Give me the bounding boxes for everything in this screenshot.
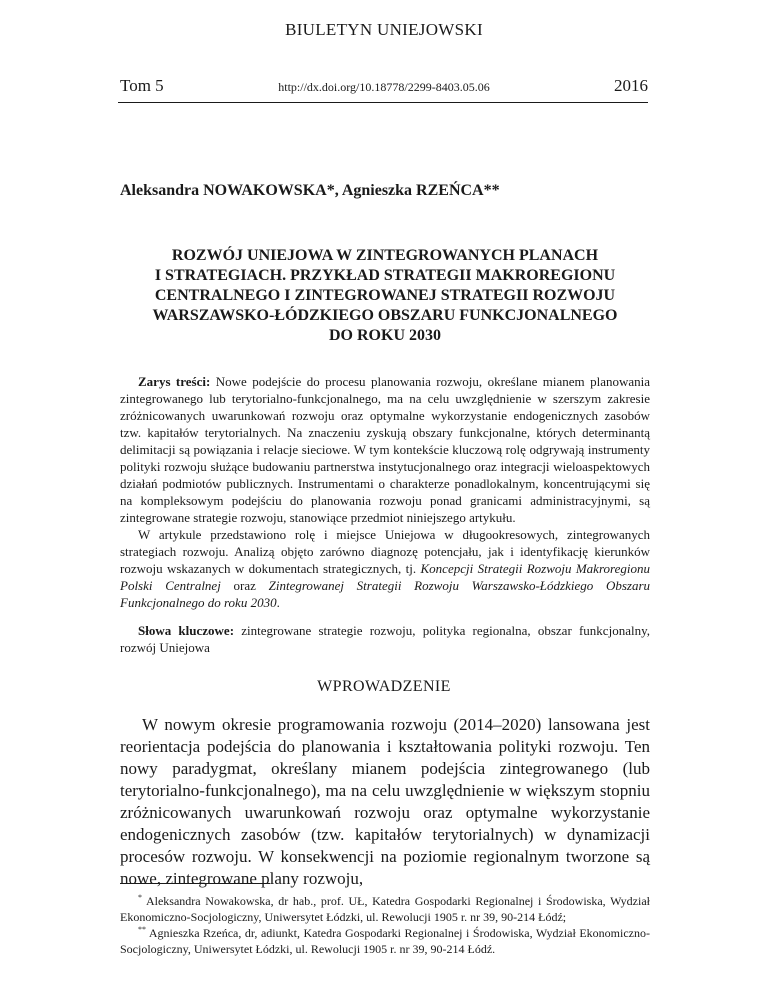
keywords-text: zintegrowane strategie rozwoju, polityka regionalna, obszar funkcjonalny, rozwój Uniejowa — [120, 623, 650, 655]
abstract-doc-1: Koncepcji Strategii Rozwoju Makroregionu Polski Centralnej — [120, 561, 650, 593]
body-paragraph: W nowym okresie programowania rozwoju (2014–2020) lansowana jest reorientacja podejścia do planowania i kształtowania polityki rozwoju. Ten nowy paradygmat, określany mianem podejścia zintegrowanego (lub terytorialno-funkcjonalnego), ma na celu uwzględnienie w większym stopniu zróżnicowanych uwarunkowań rozwoju oraz optymalne wykorzystanie endogenicznych zasobów (tzw. kapitałów terytorialnych) w dynamizacji procesów rozwoju. W konsekwencji na poziomie regionalnym tworzone są nowe, zintegrowane plany rozwoju, — [120, 715, 650, 888]
abstract-or: oraz — [233, 578, 256, 593]
footnote-2 — [120, 925, 650, 957]
title-line: DO ROKU 2030 — [329, 327, 441, 344]
footnote-1 — [120, 893, 650, 925]
journal-title: BIULETYN UNIEJOWSKI — [285, 20, 483, 39]
article-authors: Aleksandra NOWAKOWSKA*, Agnieszka RZEŃCA** — [120, 182, 500, 199]
abstract-text-2: W artykule przedstawiono rolę i miejsce Uniejowa w długookresowych, zintegrowanych strategiach rozwoju. Analizą objęto zarówno diagnozę potencjału, jak i identyfikację kierunków rozwoju wskazanych w dokumentach strategicznych, tj. — [120, 527, 650, 576]
abstract-doc-2: Zintegrowanej Strategii Rozwoju Warszawsko-Łódzkiego Obszaru Funkcjonalnego do roku 2030 — [120, 578, 651, 610]
footnote-text-2: Agnieszka Rzeńca, dr, adiunkt, Katedra Gospodarki Regionalnej i Środowiska, Wydział Ekonomiczno-Socjologiczny, Uniwersytet Łódzki, ul. Rewolucji 1905 r. nr 39, 90-214 Łódź. — [120, 926, 650, 956]
year-label: 2016 — [614, 76, 648, 95]
abstract-paragraph-2 — [120, 526, 650, 611]
keywords — [120, 622, 650, 656]
volume-label: Tom 5 — [120, 76, 164, 95]
abstract-text-1: Nowe podejście do procesu planowania rozwoju, określane mianem planowania zintegrowanego lub terytorialno-funkcjonalnego, ma na celu uwzględnienie w szerszym zakresie zróżnicowanych uwarunkowań rozwoju oraz optymalne wykorzystanie endogenicznych zasobów tzw. kapitałów terytorialnych. Na znaczeniu zyskują obszary funkcjonalne, których determinantą delimitacji są powiązania i relacje sieciowe. W tym kontekście kluczową rolę odgrywają instrumenty polityki rozwoju służące budowaniu partnerstwa instytucjonalnego oraz integracji wieloaspektowych działań podmiotów publicznych. Instrumentami o charakterze ponadlokalnym, koncentrującymi się na kompleksowym podejściu do planowania rozwoju ponad granicami administracyjnymi, są zintegrowane strategie rozwoju, stanowiące przedmiot niniejszego artykułu. — [120, 374, 651, 525]
doi-link[interactable]: http://dx.doi.org/10.18778/2299-8403.05.06 — [278, 80, 490, 94]
title-line: WARSZAWSKO-ŁÓDZKIEGO OBSZARU FUNKCJONALNEGO — [152, 307, 618, 324]
abstract-paragraph-1 — [120, 373, 650, 526]
footnotes — [120, 893, 650, 957]
title-line: ROZWÓJ UNIEJOWA W ZINTEGROWANYCH PLANACH — [171, 247, 599, 264]
footnote-rule — [120, 883, 270, 884]
abstract-end: . — [276, 595, 280, 610]
title-line: CENTRALNEGO I ZINTEGROWANEJ STRATEGII ROZWOJU — [154, 287, 616, 304]
title-line: I STRATEGIACH. PRZYKŁAD STRATEGII MAKROREGIONU — [154, 267, 616, 284]
header-rule — [118, 102, 648, 103]
article-title — [120, 246, 650, 346]
footnote-mark-2: ** — [138, 925, 146, 934]
abstract — [120, 373, 650, 611]
section-heading: WPROWADZENIE — [317, 678, 451, 695]
footnote-text-1: Aleksandra Nowakowska, dr hab., prof. UŁ, Katedra Gospodarki Regionalnej i Środowiska, Wydział Ekonomiczno-Socjologiczny, Uniwersytet Łódzki, ul. Rewolucji 1905 r. nr 39, 90-214 Łódź; — [120, 894, 650, 924]
abstract-label: Zarys treści: — [138, 374, 211, 389]
keywords-label: Słowa kluczowe: — [138, 623, 235, 638]
footnote-mark-1: * — [138, 893, 142, 902]
